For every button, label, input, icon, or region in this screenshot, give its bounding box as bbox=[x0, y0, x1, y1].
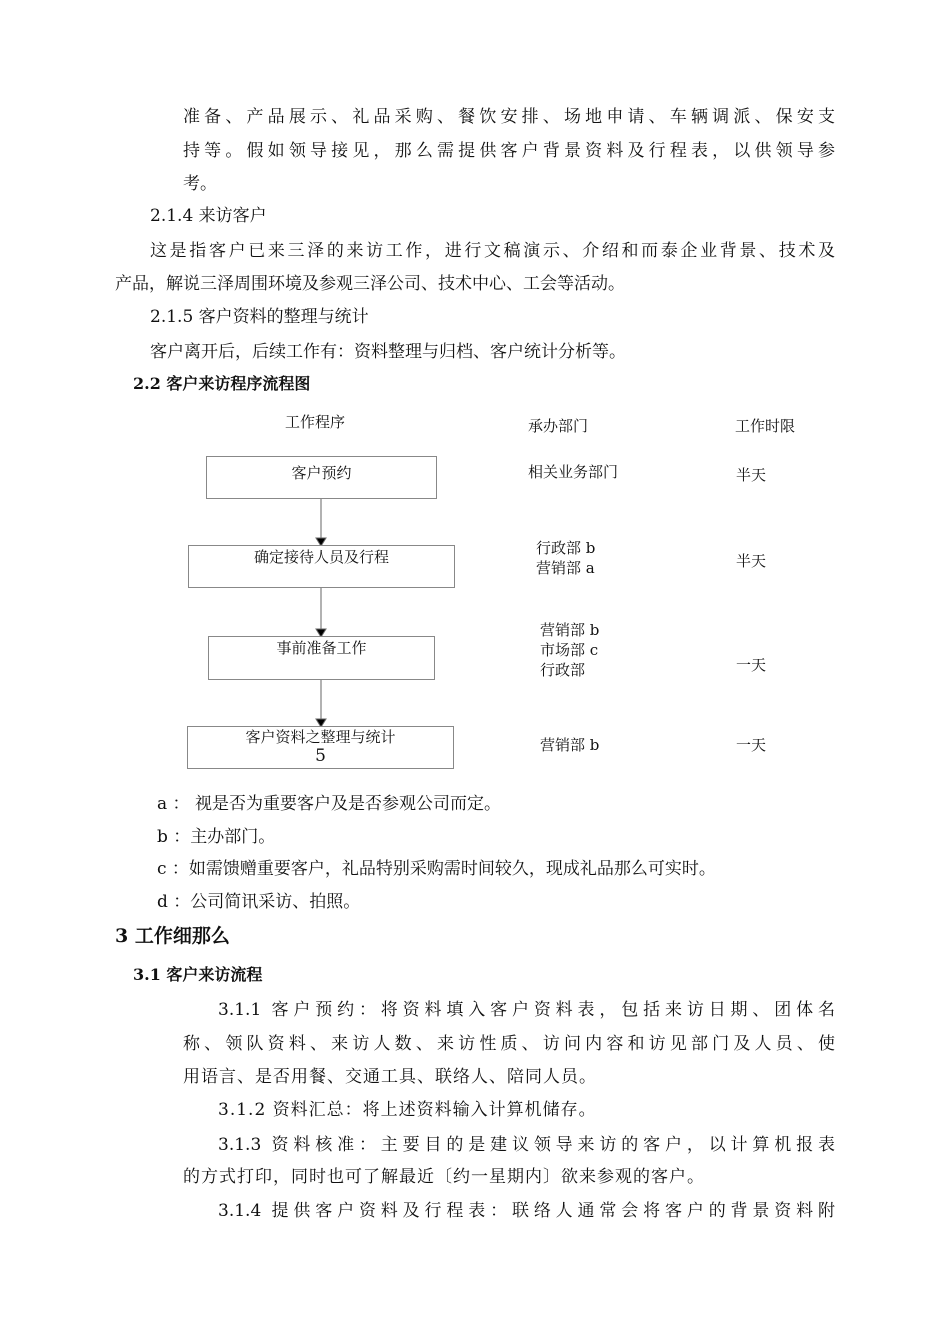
text-line: 这是指客户已来三泽的来访工作，进行文稿演示、介绍和而泰企业背景、技术及 bbox=[150, 241, 835, 261]
text-line: 称、领队资料、来访人数、来访性质、访问内容和访见部门及人员、使 bbox=[183, 1034, 835, 1054]
text-line: 客户离开后，后续工作有：资料整理与归档、客户统计分析等。 bbox=[150, 342, 626, 362]
section-heading-2-2: 2.2 客户来访程序流程图 bbox=[133, 374, 311, 393]
dept-label: 营销部 b bbox=[540, 621, 600, 639]
flow-step-label: 事前准备工作 bbox=[276, 639, 367, 657]
dept-label: 营销部 a bbox=[536, 559, 595, 577]
section-heading-2-1-5: 2.1.5 客户资料的整理与统计 bbox=[150, 307, 369, 327]
flow-step-label: 确定接待人员及行程 bbox=[253, 548, 389, 566]
flow-step-label: 客户资料之整理与统计 bbox=[245, 728, 396, 746]
flow-step-sub: 5 bbox=[315, 746, 326, 766]
text-line: 3.1.2 资料汇总：将上述资料输入计算机储存。 bbox=[218, 1100, 597, 1120]
flow-step-label: 客户预约 bbox=[291, 464, 352, 482]
section-heading-3-1: 3.1 客户来访流程 bbox=[133, 965, 263, 984]
flow-step-box bbox=[208, 636, 435, 680]
text-line: 3.1.4 提供客户资料及行程表：联络人通常会将客户的背景资料附 bbox=[218, 1201, 835, 1221]
time-label: 一天 bbox=[736, 656, 767, 674]
flow-step-box bbox=[188, 545, 455, 588]
text-line: 的方式打印，同时也可了解最近〔约一星期内〕欲来参观的客户。 bbox=[183, 1167, 705, 1187]
column-header-procedure: 工作程序 bbox=[285, 413, 346, 431]
column-header-department: 承办部门 bbox=[528, 417, 589, 435]
text-line: 3.1.3 资料核准：主要目的是建议领导来访的客户，以计算机报表 bbox=[218, 1135, 835, 1155]
text-line: 3.1.1 客户预约：将资料填入客户资料表，包括来访日期、团体名 bbox=[218, 1000, 835, 1020]
flow-step-box bbox=[187, 726, 454, 769]
text-line: 准备、产品展示、礼品采购、餐饮安排、场地申请、车辆调派、保安支 bbox=[183, 107, 835, 127]
time-label: 一天 bbox=[736, 736, 767, 754]
note-item: b ：主办部门。 bbox=[157, 827, 276, 847]
text-line: 持等。假如领导接见，那么需提供客户背景资料及行程表，以供领导参 bbox=[183, 141, 835, 161]
dept-label: 相关业务部门 bbox=[528, 463, 619, 481]
note-item: a ： 视是否为重要客户及是否参观公司而定。 bbox=[157, 794, 501, 814]
text-line: 考。 bbox=[183, 174, 217, 194]
text-line: 用语言、是否用餐、交通工具、联络人、陪同人员。 bbox=[183, 1067, 597, 1087]
time-label: 半天 bbox=[736, 552, 767, 570]
dept-label: 行政部 bbox=[540, 661, 586, 679]
time-label: 半天 bbox=[736, 466, 767, 484]
dept-label: 营销部 b bbox=[540, 736, 600, 754]
dept-label: 市场部 c bbox=[540, 641, 599, 659]
note-item: c ：如需馈赠重要客户，礼品特别采购需时间较久，现成礼品那么可实时。 bbox=[157, 859, 716, 879]
text-line: 产品，解说三泽周围环境及参观三泽公司、技术中心、工会等活动。 bbox=[115, 274, 625, 294]
dept-label: 行政部 b bbox=[536, 539, 596, 557]
column-header-time: 工作时限 bbox=[735, 417, 796, 435]
flow-step-box bbox=[206, 456, 437, 499]
note-item: d ：公司简讯采访、拍照。 bbox=[157, 892, 361, 912]
section-heading-2-1-4: 2.1.4 来访客户 bbox=[150, 206, 267, 226]
section-heading-3: 3 工作细那么 bbox=[115, 925, 230, 947]
